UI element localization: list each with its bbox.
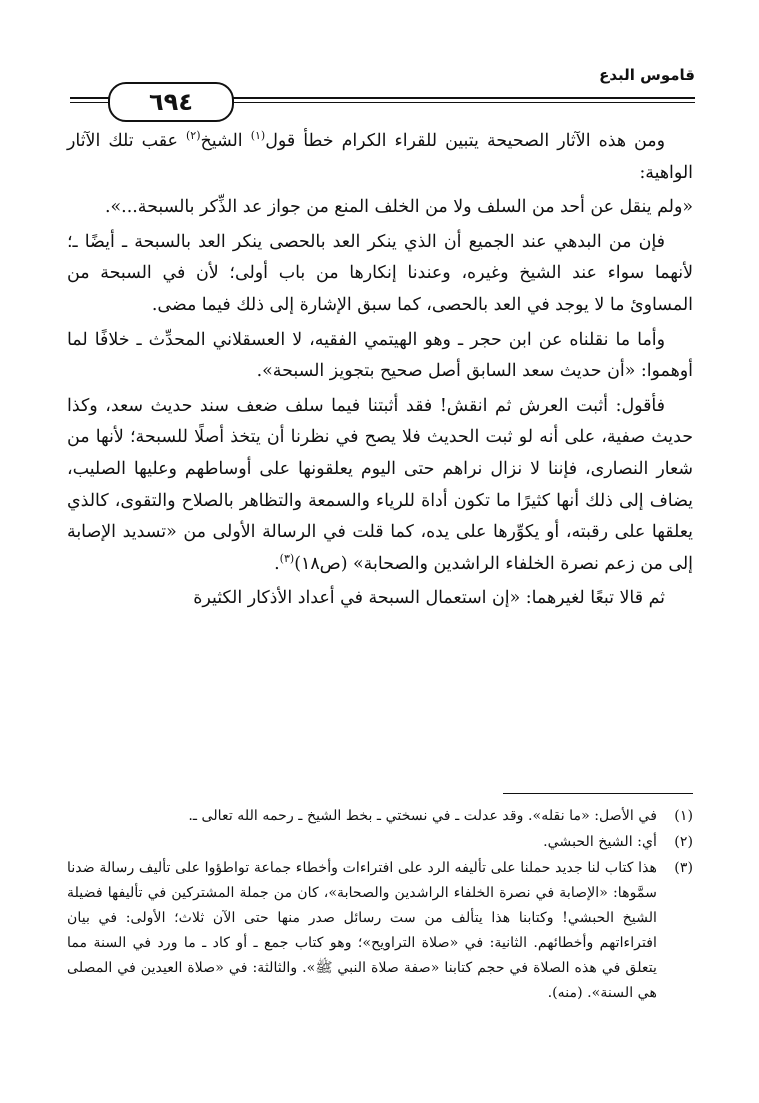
footnote-number: (٣) [674,860,693,876]
paragraph-1-sheikh: الشيخ [200,131,243,151]
footnote-text: هذا كتاب لنا جديد حملنا على تأليفه الرد على افتراءات وأخطاء جماعة تواطؤوا على تأليف رسالة ضدنا سمَّوها: «الإصابة في نصرة الخلفاء الراشدين والصحابة»، كان من جملة المشتركين في تأليفها فضيلة الشيخ الحبشي! وكتابنا هذا يتألف من ست رسائل صدر منها حتى الآن ثلاث؛ الأولى: في بيان افتراءاتهم وأخطائهم. الثانية: في «صلاة التراويح»؛ وهو كتاب جمع ـ أو كاد ـ ما ورد في السنة مما يتعلق في هذه الصلاة في حجم كتابنا «صفة صلاة النبي ﷺ». والثالثة: في «صلاة العيدين في المصلى هي السنة». (منه). [67,860,657,1001]
paragraph-3: فإن من البدهي عند الجميع أن الذي ينكر العد بالحصى ينكر العد بالسبحة ـ أيضًا ـ؛ لأنهما سواء عند الشيخ وغيره، وعندنا إنكارها من باب أولى؛ لأن في السبحة من المساوئ ما لا يوجد في العد بالحصى، كما سبق الإشارة إلى ذلك فيما مضى. [67,231,693,315]
footnote-2 [67,830,693,855]
paragraph-1 [67,126,693,189]
paragraph-2: «ولم ينقل عن أحد من السلف ولا من الخلف المنع من جواز عد الذِّكر بالسبحة...». [105,197,693,218]
paragraph-5-text: فأقول: أثبت العرش ثم انقش! فقد أثبتنا فيما سلف ضعف سند حديث سعد، وكذا حديث صفية، على أنه لو ثبت الحديث فلا يصح في نظرنا أن يتخذ أصلًا للسبحة؛ لأنها من شعار النصارى، فإننا لا نزال نراهم حتى اليوم يعلقونها على أوساطهم وعليها الصليب، يضاف إلى ذلك أنها كثيرًا ما تكون أداة للرياء والسمعة والتظاهر بالصلاح والتقوى، كالذي يعلقها على رقبته، أو يكوِّرها على يده، كما قلت في الرسالة الأولى من «تسديد الإصابة إلى من زعم نصرة الخلفاء الراشدين والصحابة» (ص١٨) [67,395,693,574]
footnote-number: (١) [674,808,693,824]
footnote-text: أي: الشيخ الحبشي. [543,834,657,850]
footnote-1 [67,804,693,829]
footnote-3 [67,856,693,1006]
footnote-mark-1: (١) [250,129,266,143]
footnotes [67,804,693,1007]
main-text [67,126,693,618]
paragraph-5: فأقول: أثبت العرش ثم انقش! فقد أثبتنا فيما سلف ضعف سند حديث سعد، وكذا حديث صفية، على أنه لو ثبت الحديث فلا يصح في نظرنا أن يتخذ أصلًا للسبحة؛ لأنها من شعار النصارى، فإننا لا نزال نراهم حتى اليوم يعلقونها على أوساطهم وعليها الصليب، يضاف إلى ذلك أنها كثيرًا ما تكون أداة للرياء والسمعة والتظاهر بالصلاح والتقوى، كالذي يعلقها على رقبته، أو يكوِّرها على يده، كما قلت في الرسالة الأولى من «تسديد الإصابة إلى من زعم نصرة الخلفاء الراشدين والصحابة» (ص١٨)$^{(٣)}$. [67,395,693,574]
paragraph-4: وأما ما نقلناه عن ابن حجر ـ وهو الهيتمي الفقيه، لا العسقلاني المحدِّث ـ خلافًا لما أوهموا: «أن حديث سعد السابق أصل صحيح بتجويز السبحة». [67,329,693,382]
running-title: قاموس البدع [599,66,695,84]
footnote-rule [503,793,693,794]
footnote-mark-3: (٣) [279,551,295,565]
footnote-number: (٢) [674,834,693,850]
paragraph-1-tail: عقب تلك الآثار الواهية: [67,131,693,183]
paragraph-1-text: ومن هذه الآثار الصحيحة يتبين للقراء الكرام خطأ قول [265,131,666,151]
footnote-mark-2: (٢) [185,129,201,143]
footnote-text: في الأصل: «ما نقله». وقد عدلت ـ في نسختي ـ بخط الشيخ ـ رحمه الله تعالى ـ. [188,808,657,824]
paragraph-6: ثم قالا تبعًا لغيرهما: «إن استعمال السبحة في أعداد الأذكار الكثيرة [193,588,665,609]
page-number: ٦٩٤ [108,82,234,122]
